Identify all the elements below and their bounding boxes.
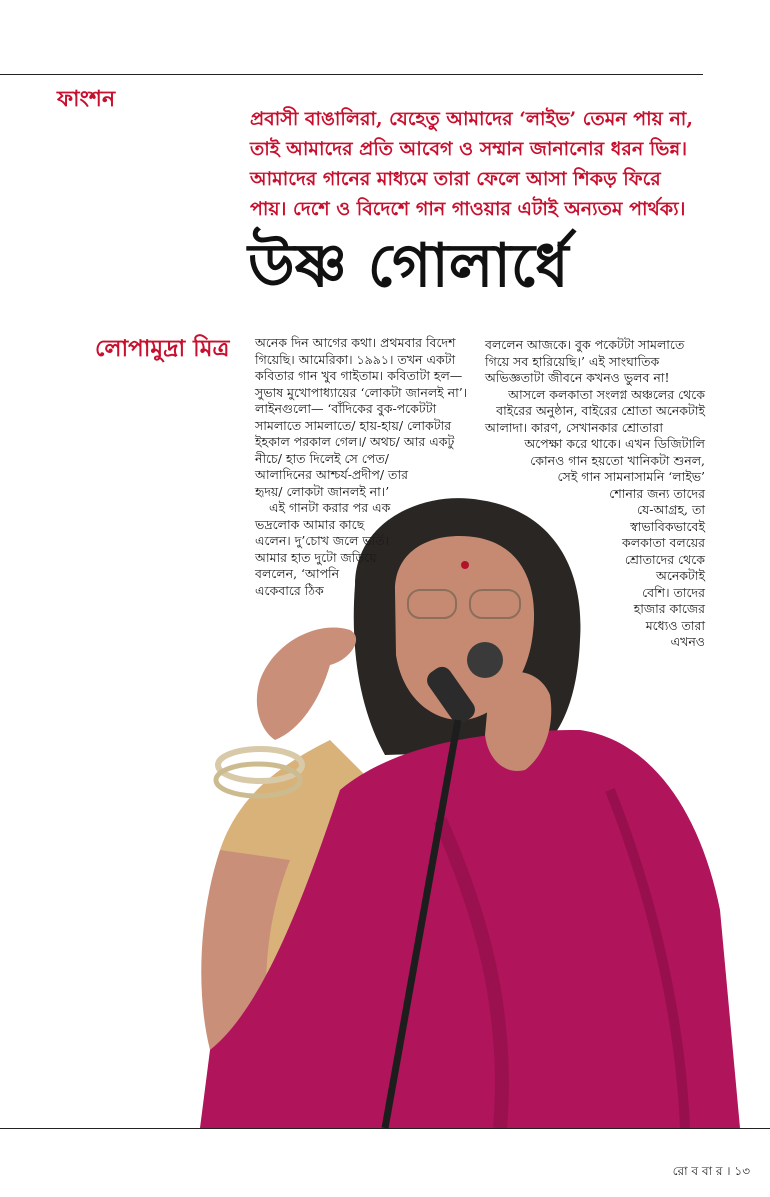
section-label: ফাংশন [57, 86, 116, 112]
body-line: নীচে/ হাত দিলেই সে পেত/ [255, 450, 389, 466]
top-rule [0, 74, 703, 75]
body-line: লাইনগুলো— ‘বাঁদিকের বুক-পকেটটা [255, 401, 437, 416]
body-line: বললেন আজকে। বুক পকেটটা সামলাতে [485, 337, 685, 352]
body-line: সামলাতে সামলাতে/ হায়-হায়/ লোকটার [255, 417, 452, 433]
standfirst [250, 104, 720, 224]
body-line: এখনও [670, 634, 705, 649]
body-line: আমার হাত দুটো জড়িয়ে [255, 549, 377, 565]
body-line: অনেকটাই [656, 568, 705, 583]
body-line: হাজার কাজের [633, 601, 705, 616]
body-line: আলাদা। কারণ, সেখানকার শ্রোতারা [485, 419, 664, 435]
body-line: অপেক্ষা করে থাকে। এখন ডিজিটালি [524, 436, 705, 451]
byline: লোপামুদ্রা মিত্র [95, 335, 230, 362]
body-line: গিয়ে সব হারিয়েছি।’ এই সাংঘাতিক [485, 353, 660, 369]
body-line: মধ্যেও তারা [645, 617, 705, 633]
standfirst-line: পায়। দেশে ও বিদেশে গান গাওয়ার এটাই অন্যতম পার্থক্য। [250, 198, 686, 220]
body-line: কবিতার গান খুব গাইতাম। কবিতাটা হল— [255, 368, 463, 383]
body-line: হৃদয়/ লোকটা জানলই না।’ [255, 483, 390, 499]
body-line: গিয়েছি। আমেরিকা। ১৯৯১। তখন একটা [255, 351, 456, 367]
body-line: শ্রোতাদের থেকে [624, 551, 705, 567]
body-line: ইহকাল পরকাল গেল।/ অথচ/ আর একটু [255, 434, 455, 449]
article-column-left [255, 335, 468, 599]
body-line: যে-আগ্রহ, তা [637, 502, 705, 517]
article-column-right [485, 337, 705, 651]
page-folio: রো ব বা র । ১৩ [672, 1164, 750, 1178]
body-line: এলেন। দু’চোখ জলে ভর্তি। [255, 533, 390, 548]
headline: উষ্ণ গোলার্ধে [248, 231, 569, 301]
body-line: অভিজ্ঞতাটা জীবনে কখনও ভুলব না! [485, 370, 670, 385]
body-line: আলাদিনের আশ্চর্য-প্রদীপ/ তার [255, 467, 408, 482]
body-line: সুভাষ মুখোপাধ্যায়ের ‘লোকটা জানলই না’। [255, 384, 468, 400]
body-line: শোনার জন্য তাদের [609, 485, 705, 501]
body-line: একেবারে ঠিক [255, 582, 324, 598]
body-line: বেশি। তাদের [642, 584, 705, 600]
body-line: অনেক দিন আগের কথা। প্রথমবার বিদেশ [255, 335, 456, 350]
body-line: স্বাভাবিকভাবেই [630, 518, 705, 534]
body-line: আসলে কলকাতা সংলগ্ন অঞ্চলের থেকে [508, 386, 705, 402]
body-line: সেই গান সামনাসামনি ‘লাইভ’ [557, 469, 705, 484]
standfirst-line: তাই আমাদের প্রতি আবেগ ও সম্মান জানানোর ধরন ভিন্ন। [250, 138, 688, 160]
body-line: কোনও গান হয়তো খানিকটা শুনল, [530, 452, 705, 468]
body-line: কলকাতা বলয়ের [622, 535, 705, 550]
raised-hand [257, 627, 356, 740]
bottom-rule [0, 1128, 770, 1129]
body-line: বললেন, ‘আপনি [255, 566, 340, 581]
standfirst-line: আমাদের গানের মাধ্যমে তারা ফেলে আসা শিকড় ফিরে [250, 168, 661, 190]
body-line: বাইরের অনুষ্ঠান, বাইরের শ্রোতা অনেকটাই [496, 403, 705, 418]
standfirst-line: প্রবাসী বাঙালিরা, যেহেতু আমাদের ‘লাইভ’ তেমন পায় না, [250, 108, 693, 130]
body-line: এই গানটা করার পর এক [269, 500, 391, 515]
body-line: ভদ্রলোক আমার কাছে [255, 516, 365, 532]
